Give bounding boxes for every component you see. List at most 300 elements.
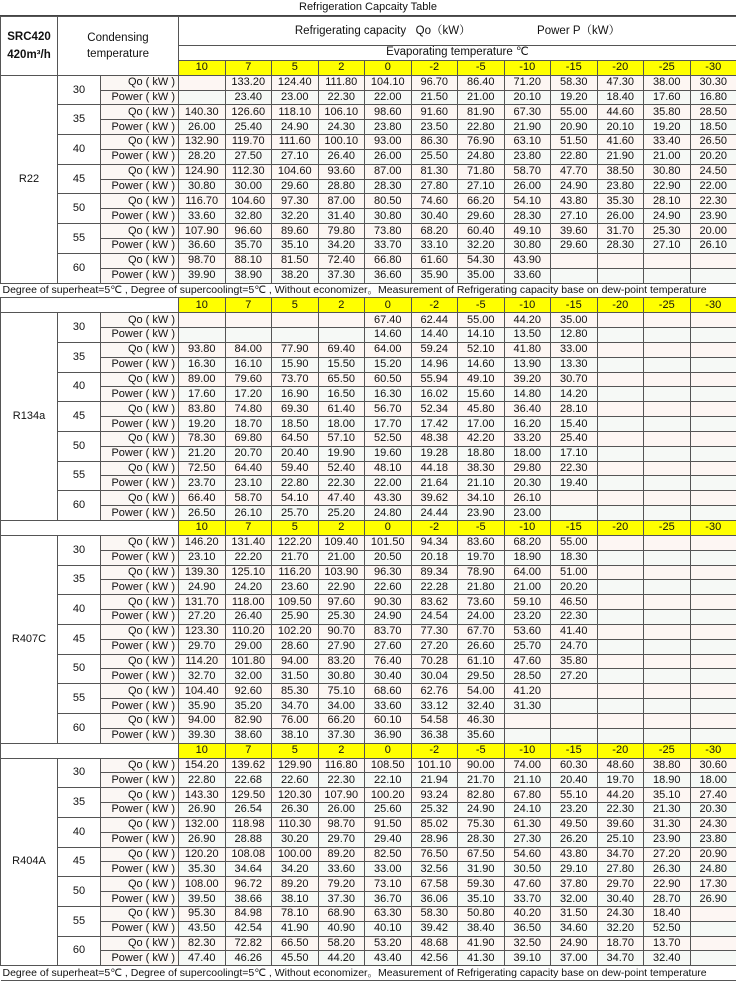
capacity-value: 38.30 <box>458 461 505 476</box>
capacity-value: 108.00 <box>179 877 226 892</box>
capacity-value: 95.30 <box>179 906 226 921</box>
capacity-value: 76.50 <box>411 847 458 862</box>
power-value: 33.60 <box>318 862 365 877</box>
power-value: 32.40 <box>458 699 505 714</box>
power-value: 17.42 <box>411 417 458 432</box>
capacity-value: 132.90 <box>179 135 226 150</box>
power-value <box>179 90 226 105</box>
capacity-value: 62.44 <box>411 313 458 328</box>
capacity-value: 30.70 <box>551 372 598 387</box>
power-value: 31.40 <box>318 209 365 224</box>
power-value: 23.90 <box>458 506 505 521</box>
table-row <box>1 728 736 743</box>
power-value: 39.10 <box>504 951 551 966</box>
capacity-value: 74.80 <box>225 402 272 417</box>
capacity-value: 93.80 <box>179 342 226 357</box>
evaporating-temperature-row <box>1 298 736 313</box>
power-value: 33.00 <box>365 862 412 877</box>
power-value: 13.90 <box>504 357 551 372</box>
capacity-value: 89.20 <box>318 847 365 862</box>
capacity-value: 67.58 <box>411 877 458 892</box>
power-value: 36.50 <box>504 921 551 936</box>
capacity-value <box>690 402 736 417</box>
power-value: 28.50 <box>504 669 551 684</box>
power-value: 27.50 <box>225 149 272 164</box>
power-value: 47.40 <box>179 951 226 966</box>
capacity-value: 35.30 <box>597 194 644 209</box>
power-value <box>597 417 644 432</box>
capacity-value: 28.10 <box>551 402 598 417</box>
table-row <box>1 253 736 268</box>
capacity-value: 17.30 <box>690 877 736 892</box>
power-value: 28.88 <box>225 832 272 847</box>
capacity-value: 82.80 <box>458 788 505 803</box>
capacity-value: 100.00 <box>272 847 319 862</box>
capacity-value <box>690 565 736 580</box>
capacity-value <box>597 535 644 550</box>
condensing-temp-cell: 55 <box>58 461 101 491</box>
capacity-value: 126.60 <box>225 105 272 120</box>
capacity-value <box>690 906 736 921</box>
evap-temp-header: -30 <box>690 298 736 313</box>
capacity-value: 59.24 <box>411 342 458 357</box>
power-value <box>318 328 365 343</box>
power-value <box>690 921 736 936</box>
power-value <box>597 268 644 283</box>
capacity-value <box>551 253 598 268</box>
power-value <box>551 699 598 714</box>
power-row-label: Power ( kW ) <box>101 446 179 461</box>
condensing-temp-cell: 40 <box>58 135 101 165</box>
capacity-value: 60.30 <box>551 758 598 773</box>
capacity-value: 90.00 <box>458 758 505 773</box>
blank-cell <box>1 743 179 758</box>
power-value <box>597 639 644 654</box>
evap-temp-header: 10 <box>179 521 226 536</box>
power-value: 18.00 <box>318 417 365 432</box>
capacity-value: 24.50 <box>690 164 736 179</box>
capacity-value: 118.98 <box>225 817 272 832</box>
power-value <box>690 476 736 491</box>
capacity-value: 92.60 <box>225 684 272 699</box>
power-value: 23.40 <box>225 90 272 105</box>
capacity-value: 13.70 <box>644 936 691 951</box>
power-value: 23.90 <box>690 209 736 224</box>
capacity-value: 131.40 <box>225 535 272 550</box>
capacity-value: 143.30 <box>179 788 226 803</box>
evap-temp-header: -2 <box>411 60 458 75</box>
power-value: 26.50 <box>179 506 226 521</box>
power-value <box>597 550 644 565</box>
power-value: 19.20 <box>551 90 598 105</box>
power-value: 29.50 <box>458 669 505 684</box>
table-row <box>1 699 736 714</box>
capacity-value: 79.80 <box>318 224 365 239</box>
capacity-value: 75.10 <box>318 684 365 699</box>
capacity-value: 35.10 <box>644 788 691 803</box>
capacity-value <box>597 402 644 417</box>
power-value: 22.00 <box>365 476 412 491</box>
power-value: 40.90 <box>318 921 365 936</box>
power-value: 24.90 <box>272 120 319 135</box>
power-value: 44.20 <box>318 951 365 966</box>
capacity-value: 66.20 <box>458 194 505 209</box>
power-row-label: Power ( kW ) <box>101 357 179 372</box>
refrigerant-label: R407C <box>1 535 58 743</box>
condensing-temp-cell: 35 <box>58 788 101 818</box>
evap-temp-header: -25 <box>644 60 691 75</box>
power-value: 20.10 <box>597 120 644 135</box>
power-value <box>597 328 644 343</box>
table-row <box>1 713 736 728</box>
power-value: 34.70 <box>597 951 644 966</box>
capacity-value: 91.60 <box>411 105 458 120</box>
capacity-value: 48.38 <box>411 431 458 446</box>
power-value: 22.10 <box>365 773 412 788</box>
capacity-value: 68.20 <box>504 535 551 550</box>
power-row-label: Power ( kW ) <box>101 773 179 788</box>
capacity-value <box>504 713 551 728</box>
capacity-value: 139.62 <box>225 758 272 773</box>
model-name: SRC420 <box>7 30 51 43</box>
capacity-value: 54.10 <box>272 491 319 506</box>
power-row-label: Power ( kW ) <box>101 669 179 684</box>
refrigerant-label: R404A <box>1 758 58 966</box>
power-value: 18.90 <box>504 550 551 565</box>
evap-temp-header: -15 <box>551 521 598 536</box>
power-value: 16.10 <box>225 357 272 372</box>
power-value: 26.60 <box>458 639 505 654</box>
condensing-temp-cell: 30 <box>58 535 101 565</box>
power-value: 34.64 <box>225 862 272 877</box>
power-value: 28.30 <box>365 179 412 194</box>
power-value: 24.90 <box>644 209 691 224</box>
capacity-value: 89.34 <box>411 565 458 580</box>
power-value: 23.00 <box>272 90 319 105</box>
capacity-value: 73.70 <box>272 372 319 387</box>
power-value: 24.30 <box>318 120 365 135</box>
power-value: 25.50 <box>411 149 458 164</box>
power-value: 22.00 <box>690 179 736 194</box>
capacity-value: 103.90 <box>318 565 365 580</box>
power-value: 36.06 <box>411 892 458 907</box>
capacity-value <box>644 535 691 550</box>
power-value: 32.80 <box>225 209 272 224</box>
capacity-value <box>551 713 598 728</box>
power-value: 30.80 <box>318 669 365 684</box>
table-row <box>1 179 736 194</box>
power-value: 15.60 <box>458 387 505 402</box>
capacity-value: 22.30 <box>690 194 736 209</box>
power-value: 19.28 <box>411 446 458 461</box>
condensing-temp-cell: 30 <box>58 313 101 343</box>
evap-temp-header: -20 <box>597 743 644 758</box>
power-value: 35.20 <box>225 699 272 714</box>
capacity-value: 79.20 <box>318 877 365 892</box>
blank-cell <box>1 521 179 536</box>
power-value: 21.00 <box>504 580 551 595</box>
evap-temp-header: -5 <box>458 743 505 758</box>
evap-temp-header: -10 <box>504 298 551 313</box>
capacity-value <box>318 313 365 328</box>
capacity-value: 120.30 <box>272 788 319 803</box>
capacity-value: 20.90 <box>690 847 736 862</box>
table-row <box>1 164 736 179</box>
capacity-value: 25.40 <box>551 431 598 446</box>
table-row <box>1 624 736 639</box>
power-value <box>597 357 644 372</box>
capacity-value: 132.00 <box>179 817 226 832</box>
power-value <box>644 610 691 625</box>
power-value: 43.50 <box>179 921 226 936</box>
power-value: 27.20 <box>411 639 458 654</box>
capacity-value: 104.60 <box>225 194 272 209</box>
blank-cell <box>1 298 179 313</box>
table-row <box>1 684 736 699</box>
table-row <box>1 313 736 328</box>
power-row-label: Power ( kW ) <box>101 610 179 625</box>
capacity-value: 69.80 <box>225 431 272 446</box>
capacity-value: 60.10 <box>365 713 412 728</box>
capacity-value: 116.80 <box>318 758 365 773</box>
capacity-value: 59.30 <box>458 877 505 892</box>
power-value: 31.30 <box>504 699 551 714</box>
power-row-label: Power ( kW ) <box>101 209 179 224</box>
power-value: 23.70 <box>179 476 226 491</box>
capacity-value: 29.80 <box>504 461 551 476</box>
power-value <box>272 328 319 343</box>
qo-row-label: Qo ( kW ) <box>101 654 179 669</box>
capacity-value <box>597 372 644 387</box>
model-cell <box>1 17 58 76</box>
capacity-value: 83.62 <box>411 595 458 610</box>
power-value: 18.50 <box>690 120 736 135</box>
capacity-value: 154.20 <box>179 758 226 773</box>
power-value: 38.60 <box>225 728 272 743</box>
capacity-value: 76.90 <box>458 135 505 150</box>
capacity-value: 24.30 <box>690 817 736 832</box>
power-value: 17.60 <box>644 90 691 105</box>
power-value: 20.20 <box>551 580 598 595</box>
power-value: 37.30 <box>318 268 365 283</box>
power-value: 20.18 <box>411 550 458 565</box>
capacity-value <box>597 654 644 669</box>
power-value: 27.30 <box>504 832 551 847</box>
capacity-value <box>644 461 691 476</box>
capacity-value <box>644 313 691 328</box>
capacity-value: 47.60 <box>504 877 551 892</box>
power-value <box>690 357 736 372</box>
power-value: 27.90 <box>318 639 365 654</box>
capacity-value: 104.60 <box>272 164 319 179</box>
capacity-value: 58.70 <box>504 164 551 179</box>
table-row <box>1 357 736 372</box>
capacity-value <box>644 654 691 669</box>
condensing-temp-cell: 50 <box>58 654 101 684</box>
capacity-value <box>597 253 644 268</box>
power-value: 28.20 <box>179 149 226 164</box>
qo-row-label: Qo ( kW ) <box>101 624 179 639</box>
qo-row-label: Qo ( kW ) <box>101 936 179 951</box>
power-value <box>690 328 736 343</box>
power-value <box>179 328 226 343</box>
power-row-label: Power ( kW ) <box>101 179 179 194</box>
power-value: 30.80 <box>504 238 551 253</box>
power-value: 35.60 <box>458 728 505 743</box>
capacity-value: 55.00 <box>458 313 505 328</box>
capacity-value: 106.10 <box>318 105 365 120</box>
table-row <box>1 758 736 773</box>
capacity-value: 73.60 <box>458 595 505 610</box>
power-value: 35.90 <box>411 268 458 283</box>
power-value: 28.96 <box>411 832 458 847</box>
power-value: 23.90 <box>644 832 691 847</box>
power-value: 30.00 <box>225 179 272 194</box>
qo-row-label: Qo ( kW ) <box>101 313 179 328</box>
evaporating-temperature-row <box>1 521 736 536</box>
table-row <box>1 892 736 907</box>
power-value: 30.40 <box>597 892 644 907</box>
power-value: 39.50 <box>179 892 226 907</box>
power-value <box>690 951 736 966</box>
evap-temp-header: 2 <box>318 60 365 75</box>
power-value: 14.10 <box>458 328 505 343</box>
capacity-value: 61.60 <box>411 253 458 268</box>
capacity-value <box>597 461 644 476</box>
power-value: 43.40 <box>365 951 412 966</box>
capacity-value: 41.80 <box>504 342 551 357</box>
capacity-value: 31.30 <box>644 817 691 832</box>
capacity-value: 91.50 <box>365 817 412 832</box>
power-value: 19.20 <box>179 417 226 432</box>
capacity-value: 69.40 <box>318 342 365 357</box>
power-value: 25.40 <box>225 120 272 135</box>
power-value <box>551 506 598 521</box>
power-value: 18.70 <box>225 417 272 432</box>
table-row <box>1 580 736 595</box>
capacity-value: 28.10 <box>644 194 691 209</box>
power-value: 25.70 <box>504 639 551 654</box>
power-value: 40.10 <box>365 921 412 936</box>
table-row <box>1 862 736 877</box>
capacity-value: 90.70 <box>318 624 365 639</box>
evap-temp-header: 10 <box>179 743 226 758</box>
capacity-value: 100.10 <box>318 135 365 150</box>
qo-row-label: Qo ( kW ) <box>101 877 179 892</box>
capacity-value: 33.20 <box>504 431 551 446</box>
capacity-value: 88.10 <box>225 253 272 268</box>
capacity-value <box>644 595 691 610</box>
power-value: 18.40 <box>597 90 644 105</box>
capacity-value: 84.98 <box>225 906 272 921</box>
capacity-value: 72.50 <box>179 461 226 476</box>
capacity-value: 68.90 <box>318 906 365 921</box>
capacity-value: 27.40 <box>690 788 736 803</box>
condensing-temp-cell: 40 <box>58 817 101 847</box>
capacity-value: 53.20 <box>365 936 412 951</box>
capacity-value: 43.90 <box>504 253 551 268</box>
capacity-value: 101.50 <box>365 535 412 550</box>
power-value: 35.70 <box>225 238 272 253</box>
capacity-value: 27.20 <box>644 847 691 862</box>
power-value: 14.40 <box>411 328 458 343</box>
capacity-value <box>690 342 736 357</box>
evap-temp-header: -5 <box>458 60 505 75</box>
capacity-value: 58.30 <box>551 75 598 90</box>
table-row <box>1 951 736 966</box>
capacity-value: 71.80 <box>458 164 505 179</box>
power-value: 14.96 <box>411 357 458 372</box>
evap-temp-header: 5 <box>272 298 319 313</box>
evap-temp-header: -20 <box>597 521 644 536</box>
capacity-value: 31.70 <box>597 224 644 239</box>
power-value: 35.30 <box>179 862 226 877</box>
qo-row-label: Qo ( kW ) <box>101 713 179 728</box>
table-row <box>1 610 736 625</box>
power-value: 23.80 <box>597 179 644 194</box>
capacity-value: 146.20 <box>179 535 226 550</box>
capacity-value: 80.50 <box>365 194 412 209</box>
condensing-temp-cell: 45 <box>58 624 101 654</box>
power-value: 20.40 <box>272 446 319 461</box>
evap-temp-header: 0 <box>365 60 412 75</box>
power-value: 42.56 <box>411 951 458 966</box>
power-value <box>690 728 736 743</box>
power-value: 45.50 <box>272 951 319 966</box>
power-value: 38.90 <box>225 268 272 283</box>
capacity-value: 55.00 <box>551 105 598 120</box>
power-row-label: Power ( kW ) <box>101 90 179 105</box>
power-value: 18.30 <box>551 550 598 565</box>
capacity-value: 58.70 <box>225 491 272 506</box>
capacity-value: 108.08 <box>225 847 272 862</box>
capacity-value: 38.00 <box>644 75 691 90</box>
capacity-value: 71.20 <box>504 75 551 90</box>
capacity-value: 77.90 <box>272 342 319 357</box>
power-value <box>690 610 736 625</box>
power-value: 16.90 <box>272 387 319 402</box>
power-value: 27.80 <box>411 179 458 194</box>
power-value: 25.90 <box>272 610 319 625</box>
power-value: 15.50 <box>318 357 365 372</box>
capacity-value <box>597 624 644 639</box>
capacity-value: 83.80 <box>179 402 226 417</box>
condensing-temp-cell: 35 <box>58 565 101 595</box>
capacity-value: 75.30 <box>458 817 505 832</box>
power-value: 32.00 <box>225 669 272 684</box>
capacity-value: 66.40 <box>179 491 226 506</box>
power-value: 30.80 <box>365 209 412 224</box>
power-value: 24.44 <box>411 506 458 521</box>
power-value: 35.10 <box>458 892 505 907</box>
power-value: 27.20 <box>179 610 226 625</box>
power-value: 14.60 <box>458 357 505 372</box>
capacity-value: 66.50 <box>272 936 319 951</box>
capacity-value: 67.70 <box>458 624 505 639</box>
capacity-value: 72.40 <box>318 253 365 268</box>
power-value: 18.80 <box>458 446 505 461</box>
table-row <box>1 639 736 654</box>
capacity-value: 83.20 <box>318 654 365 669</box>
power-value: 34.20 <box>318 238 365 253</box>
power-value: 13.30 <box>551 357 598 372</box>
condensing-temp-cell: 40 <box>58 372 101 402</box>
capacity-value: 140.30 <box>179 105 226 120</box>
capacity-value <box>690 535 736 550</box>
power-value: 30.50 <box>504 862 551 877</box>
power-value: 26.30 <box>644 862 691 877</box>
evap-temp-header: 5 <box>272 743 319 758</box>
